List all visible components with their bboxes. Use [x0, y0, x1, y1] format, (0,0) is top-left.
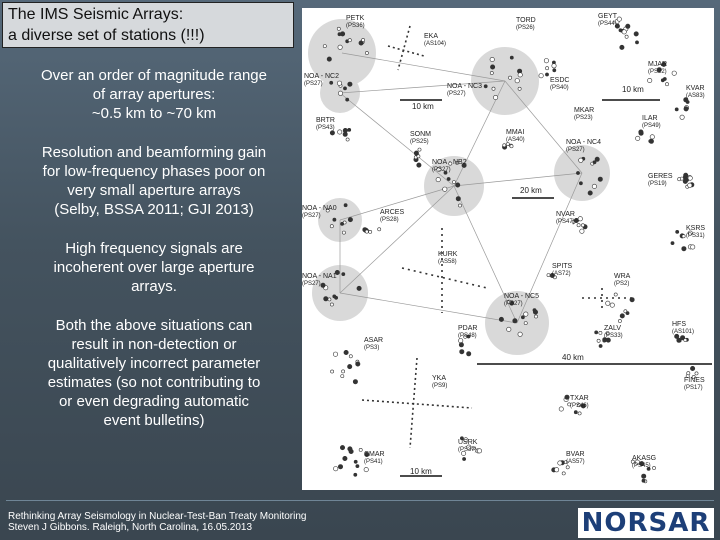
sensor-dot [328, 298, 331, 301]
sensor-dot [369, 230, 372, 233]
sensor-dot [321, 283, 325, 287]
sensor-dot [626, 312, 629, 315]
sensor-dot [452, 181, 455, 184]
bullet-line: of array apertures: [92, 86, 216, 103]
sensor-dot [521, 316, 524, 319]
station-code-geres: GERES [648, 173, 673, 180]
station-code-nvar: NVAR [556, 211, 575, 218]
sensor-dot [675, 108, 678, 111]
sensor-dot [460, 350, 464, 354]
station-id-mmai: (AS40) [506, 137, 525, 143]
sensor-dot [558, 461, 562, 465]
sensor-dot [680, 177, 683, 180]
station-id-wra: (PS2) [614, 281, 630, 287]
sensor-dot [337, 27, 340, 30]
bullet-consequences [12, 316, 296, 430]
station-id-zalv: (PS33) [604, 333, 623, 339]
sensor-dot [634, 32, 638, 36]
sensor-dot [418, 148, 421, 151]
bullet-line: Both the above situations can [55, 317, 253, 334]
sensor-dot [346, 138, 349, 141]
sensor-dot [335, 296, 338, 299]
station-id-noa-nb2: (PS27) [432, 167, 451, 173]
sensor-dot [617, 17, 621, 21]
station-code-brtr: BRTR [316, 117, 335, 124]
station-code-arces: ARCES [380, 209, 405, 216]
sensor-dot [340, 32, 344, 36]
eka-cross-array [388, 26, 424, 70]
sensor-dot [348, 82, 352, 86]
sensor-dot [340, 445, 344, 449]
station-code-mjar: MJAR [648, 61, 668, 68]
station-id-geres: (PS19) [648, 181, 667, 187]
station-id-bvar: (AS57) [566, 459, 585, 465]
sensor-dot [499, 317, 503, 321]
sensor-dot [348, 447, 352, 451]
sensor-dot [683, 179, 687, 183]
sensor-dot [620, 45, 624, 49]
bullet-line: arrays. [131, 278, 177, 295]
sensor-dot [695, 372, 698, 375]
sensor-dot [353, 380, 357, 384]
sensor-dot [677, 338, 681, 342]
station-id-mkar: (PS23) [574, 115, 593, 121]
sensor-dot [344, 204, 347, 207]
sensor-dot [447, 177, 450, 180]
sensor-dot [356, 362, 360, 366]
station-code-noa-nc4: NOA - NC4 [566, 139, 602, 146]
bullet-aperture-range [12, 66, 296, 123]
sensor-dot [348, 217, 352, 221]
sensor-dot [348, 39, 351, 42]
sensor-dot [330, 131, 334, 135]
scale-label-4: 40 km [562, 353, 584, 362]
sensor-dot [559, 407, 563, 411]
sensor-dot [341, 222, 344, 225]
sensor-dot [338, 45, 342, 49]
station-code-noa-nc3: NOA - NC3 [447, 83, 483, 90]
station-code-noa-nc2: NOA - NC2 [304, 73, 340, 80]
sensor-dot [459, 339, 463, 343]
sensor-dot [682, 235, 685, 238]
sensor-dot [417, 163, 421, 167]
sensor-dot [614, 293, 617, 296]
station-id-txar: (PS46) [570, 403, 589, 409]
bullet-list [12, 66, 296, 450]
sensor-dot [619, 29, 622, 32]
sensor-dot [593, 161, 596, 164]
station-id-yka: (PS9) [432, 383, 448, 389]
station-code-yka: YKA [432, 375, 447, 382]
sensor-dot [533, 309, 536, 312]
station-code-mmai: MMAI [506, 129, 525, 136]
sensor-dot [459, 343, 463, 347]
sensor-dot [493, 95, 497, 99]
bullet-resolution [12, 143, 296, 219]
station-code-sonm: SONM [410, 131, 431, 138]
bullet-line: incoherent over large aperture [53, 259, 255, 276]
sensor-dot [665, 83, 668, 86]
sensor-dot [341, 375, 344, 378]
sensor-dot [636, 136, 640, 140]
sensor-dot [338, 91, 342, 95]
station-id-ksrs: (PS31) [686, 233, 705, 239]
sensor-dot [545, 73, 548, 76]
station-id-ilar: (PS49) [642, 123, 661, 129]
sensor-dot [581, 224, 584, 227]
bullet-line: Resolution and beamforming gain [41, 144, 267, 161]
station-id-tord: (PS26) [516, 25, 535, 31]
station-code-tord: TORD [516, 17, 536, 24]
station-id-cmar: (PS41) [364, 459, 383, 465]
footer-line-2: Steven J Gibbons. Raleigh, North Carolina, 16.05.2013 [8, 522, 253, 533]
station-code-fines: FINES [684, 377, 705, 384]
station-code-noa-nc5: NOA - NC5 [504, 293, 540, 300]
sensor-dot [518, 332, 522, 336]
station-code-spits: SPITS [552, 263, 573, 270]
sensor-dot [349, 355, 352, 358]
sensor-dot [338, 130, 342, 134]
sensor-dot [333, 218, 336, 221]
sensor-dot [330, 303, 333, 306]
sensor-dot [524, 312, 528, 316]
bullet-line: Over an order of magnitude range [41, 67, 267, 84]
sensor-dot [691, 245, 695, 249]
station-code-cmar: CMAR [364, 451, 385, 458]
sensor-dot [490, 71, 493, 74]
sensor-dot [539, 74, 543, 78]
sensor-dot [477, 449, 481, 453]
station-id-sonm: (PS25) [410, 139, 429, 145]
sensor-dot [578, 217, 582, 221]
sensor-dot [639, 130, 643, 134]
sensor-dot [649, 139, 653, 143]
sensor-dot [378, 228, 381, 231]
sensor-dot [630, 298, 634, 302]
station-code-eka: EKA [424, 33, 439, 40]
bullet-line: High frequency signals are [65, 240, 243, 257]
sensor-dot [565, 395, 569, 399]
sensor-dot [515, 79, 519, 83]
station-id-arces: (PS28) [380, 217, 399, 223]
kurk-line-array [402, 228, 487, 313]
sensor-dot [436, 177, 440, 181]
sensor-dot [524, 322, 527, 325]
sensor-dot [365, 230, 368, 233]
sensor-dot [330, 225, 333, 228]
bullet-line: for low-frequency phases poor on [42, 163, 266, 180]
station-code-ksrs: KSRS [686, 225, 706, 232]
sensor-dot [513, 319, 517, 323]
sensor-dot [343, 87, 346, 90]
sensor-dot [579, 182, 582, 185]
sensor-dot [597, 339, 600, 342]
station-code-geyt: GEYT [598, 13, 618, 20]
scale-bars [400, 100, 712, 476]
sensor-dot [610, 303, 614, 307]
sensor-dot [688, 183, 692, 187]
sensor-dot [652, 466, 655, 469]
station-id-eka: (AS104) [424, 41, 447, 47]
bullet-line: very small aperture arrays [67, 182, 241, 199]
array-map-figure [302, 8, 714, 490]
sensor-dot [580, 229, 584, 233]
sensor-dot [626, 24, 630, 28]
sensor-dot [359, 448, 362, 451]
station-id-akasg: (PS45) [632, 463, 651, 469]
station-id-kurk: (AS58) [438, 259, 457, 265]
sensor-dot [365, 51, 368, 54]
bullet-high-frequency [12, 239, 296, 296]
station-id-noa-na0: (PS27) [302, 213, 321, 219]
station-id-hfs: (AS101) [672, 329, 695, 335]
station-id-noa-nc4: (PS27) [566, 147, 585, 153]
title-line-1: The IMS Seismic Arrays: [8, 6, 184, 23]
sensor-dot [598, 177, 602, 181]
sensor-dot [553, 69, 556, 72]
sensor-dot [354, 473, 357, 476]
sensor-dot [463, 457, 466, 460]
footer-divider [6, 500, 714, 501]
sensor-dot [344, 350, 348, 354]
station-code-akasg: AKASG [632, 455, 657, 462]
sensor-dot [676, 230, 679, 233]
sensor-dot [547, 274, 550, 277]
station-code-kurk: KURK [438, 251, 458, 258]
station-id-usrk: (PS37) [458, 447, 477, 453]
sensor-dot [599, 331, 602, 334]
sensor-dot [490, 57, 494, 61]
station-code-hfs: HFS [672, 321, 686, 328]
sensor-dot [334, 467, 338, 471]
station-id-petk: (PS36) [346, 23, 365, 29]
sensor-dot [518, 73, 522, 77]
sensor-dot [687, 372, 690, 375]
station-code-bvar: BVAR [566, 451, 585, 458]
sensor-dot [484, 85, 487, 88]
sensor-dot [534, 315, 537, 318]
station-code-noa-na0: NOA - NA0 [302, 205, 337, 212]
station-id-geyt: (PS44) [598, 21, 617, 27]
sensor-dot [324, 297, 328, 301]
station-id-esdc: (PS40) [550, 85, 569, 91]
sensor-dot [566, 466, 569, 469]
sensor-dot [579, 158, 583, 162]
sensor-dot [342, 231, 345, 234]
sensor-dot [592, 184, 596, 188]
bullet-line: estimates (so not contributing to [47, 374, 261, 391]
sensor-dot [684, 338, 687, 341]
bullet-line: qualitatively incorrect parameter [47, 355, 261, 372]
norsar-logo-text: NORSAR [581, 508, 711, 538]
station-code-wra: WRA [614, 273, 631, 280]
sensor-dot [346, 98, 349, 101]
sensor-dot [690, 366, 694, 370]
norsar-logo [578, 508, 714, 538]
sensor-dot [338, 465, 342, 469]
sensor-dot [330, 81, 333, 84]
sensor-dot [663, 77, 666, 80]
scale-label-1: 10 km [412, 102, 434, 111]
sensor-dot [507, 327, 511, 331]
sensor-dot [606, 301, 610, 305]
sensor-dot [578, 412, 581, 415]
station-id-pdar: (PS48) [458, 333, 477, 339]
sensor-dot [680, 115, 684, 119]
sensor-dot [684, 107, 688, 111]
sensor-dot [492, 87, 495, 90]
sensor-dot [576, 171, 579, 174]
sensor-dot [620, 314, 624, 318]
station-id-noa-nc2: (PS27) [304, 81, 323, 87]
sensor-dot [337, 81, 341, 85]
station-id-mjar: (PS22) [648, 69, 667, 75]
station-id-spits: (AS72) [552, 271, 571, 277]
sensor-dot [364, 467, 368, 471]
sensor-dot [554, 468, 558, 472]
sensor-dot [510, 56, 513, 59]
slide-title [2, 2, 294, 48]
sensor-dot [357, 286, 361, 290]
station-code-pdar: PDAR [458, 325, 478, 332]
sensor-dot [672, 71, 676, 75]
station-id-fines: (PS17) [684, 385, 703, 391]
station-code-zalv: ZALV [604, 325, 621, 332]
sensor-dot [618, 319, 621, 322]
sensor-dot [688, 176, 692, 180]
title-line-2: a diverse set of stations (!!!) [8, 27, 205, 44]
station-code-mkar: MKAR [574, 107, 595, 114]
footer-line-1: Rethinking Array Seismology in Nuclear-Test-Ban Treaty Monitoring [8, 511, 307, 522]
bullet-line: event bulletins) [103, 412, 205, 429]
sensor-dot [348, 128, 351, 131]
sensor-dot [458, 204, 461, 207]
sensor-dot [327, 57, 331, 61]
station-id-brtr: (PS43) [316, 125, 335, 131]
sensor-dot [518, 87, 521, 90]
station-code-noa-na1: NOA - NA1 [302, 273, 337, 280]
sensor-dot [684, 173, 688, 177]
sensor-dot [362, 38, 365, 41]
station-id-noa-nc3: (PS27) [447, 91, 466, 97]
sensor-dot [588, 191, 592, 195]
sensor-dot [348, 364, 352, 368]
scale-label-5: 10 km [410, 467, 432, 476]
sensor-dot [323, 45, 326, 48]
footer [8, 511, 306, 533]
sensor-dot [342, 370, 345, 373]
sensor-dot [509, 76, 512, 79]
bullet-line: (Selby, BSSA 2011; GJI 2013) [54, 201, 254, 218]
sensor-dot [356, 465, 359, 468]
station-id-noa-na1: (PS27) [302, 281, 321, 287]
station-id-noa-nc5: (PS27) [504, 301, 523, 307]
sensor-dot [331, 370, 334, 373]
sensor-dot [599, 344, 602, 347]
station-code-petk: PETK [346, 15, 365, 22]
bullet-line: ~0.5 km to ~70 km [91, 105, 217, 122]
scale-label-3: 20 km [520, 186, 542, 195]
scale-label-2: 10 km [622, 85, 644, 94]
sensor-dot [546, 67, 549, 70]
sensor-dot [682, 247, 686, 251]
sensor-dot [333, 352, 337, 356]
sensor-dot [490, 65, 494, 69]
sensor-dot [354, 460, 357, 463]
sensor-dot [625, 35, 628, 38]
bullet-line: or even degrading automatic [58, 393, 250, 410]
station-id-kvar: (AS83) [686, 93, 705, 99]
sensor-dot [544, 59, 548, 63]
sensor-dot [342, 273, 345, 276]
sensor-dot [562, 472, 565, 475]
station-id-nvar: (PS47) [556, 219, 575, 225]
sensor-dot [503, 144, 506, 147]
sensor-dot [650, 135, 654, 139]
sensor-dot [443, 187, 447, 191]
array-layout-map [302, 8, 714, 490]
station-code-asar: ASAR [364, 337, 384, 344]
sensor-dot [648, 78, 652, 82]
sensor-dot [574, 411, 577, 414]
sensor-dot [343, 456, 347, 460]
station-code-noa-nb2: NOA - NB2 [432, 159, 467, 166]
sensor-dot [642, 479, 645, 482]
sensor-dot [510, 145, 513, 148]
sensor-dot [595, 331, 598, 334]
sensor-dot [343, 128, 347, 132]
sensor-dot [467, 352, 471, 356]
sensor-dot [622, 30, 626, 34]
station-code-usrk: USRK [458, 439, 478, 446]
station-code-esdc: ESDC [550, 77, 570, 84]
sensor-dot [577, 224, 580, 227]
station-id-asar: (PS3) [364, 345, 380, 351]
sensor-dot [642, 474, 646, 478]
sensor-dot [671, 242, 674, 245]
sensor-dot [456, 183, 460, 187]
sensor-dot [552, 64, 556, 68]
bullet-line: result in non-detection or [71, 336, 237, 353]
station-code-ilar: ILAR [642, 115, 658, 122]
station-code-kvar: KVAR [686, 85, 705, 92]
sensor-dot [635, 41, 638, 44]
sensor-dot [417, 155, 420, 158]
station-code-txar: TXAR [570, 395, 589, 402]
yka-cross-array [362, 358, 472, 448]
sensor-dot [456, 197, 460, 201]
